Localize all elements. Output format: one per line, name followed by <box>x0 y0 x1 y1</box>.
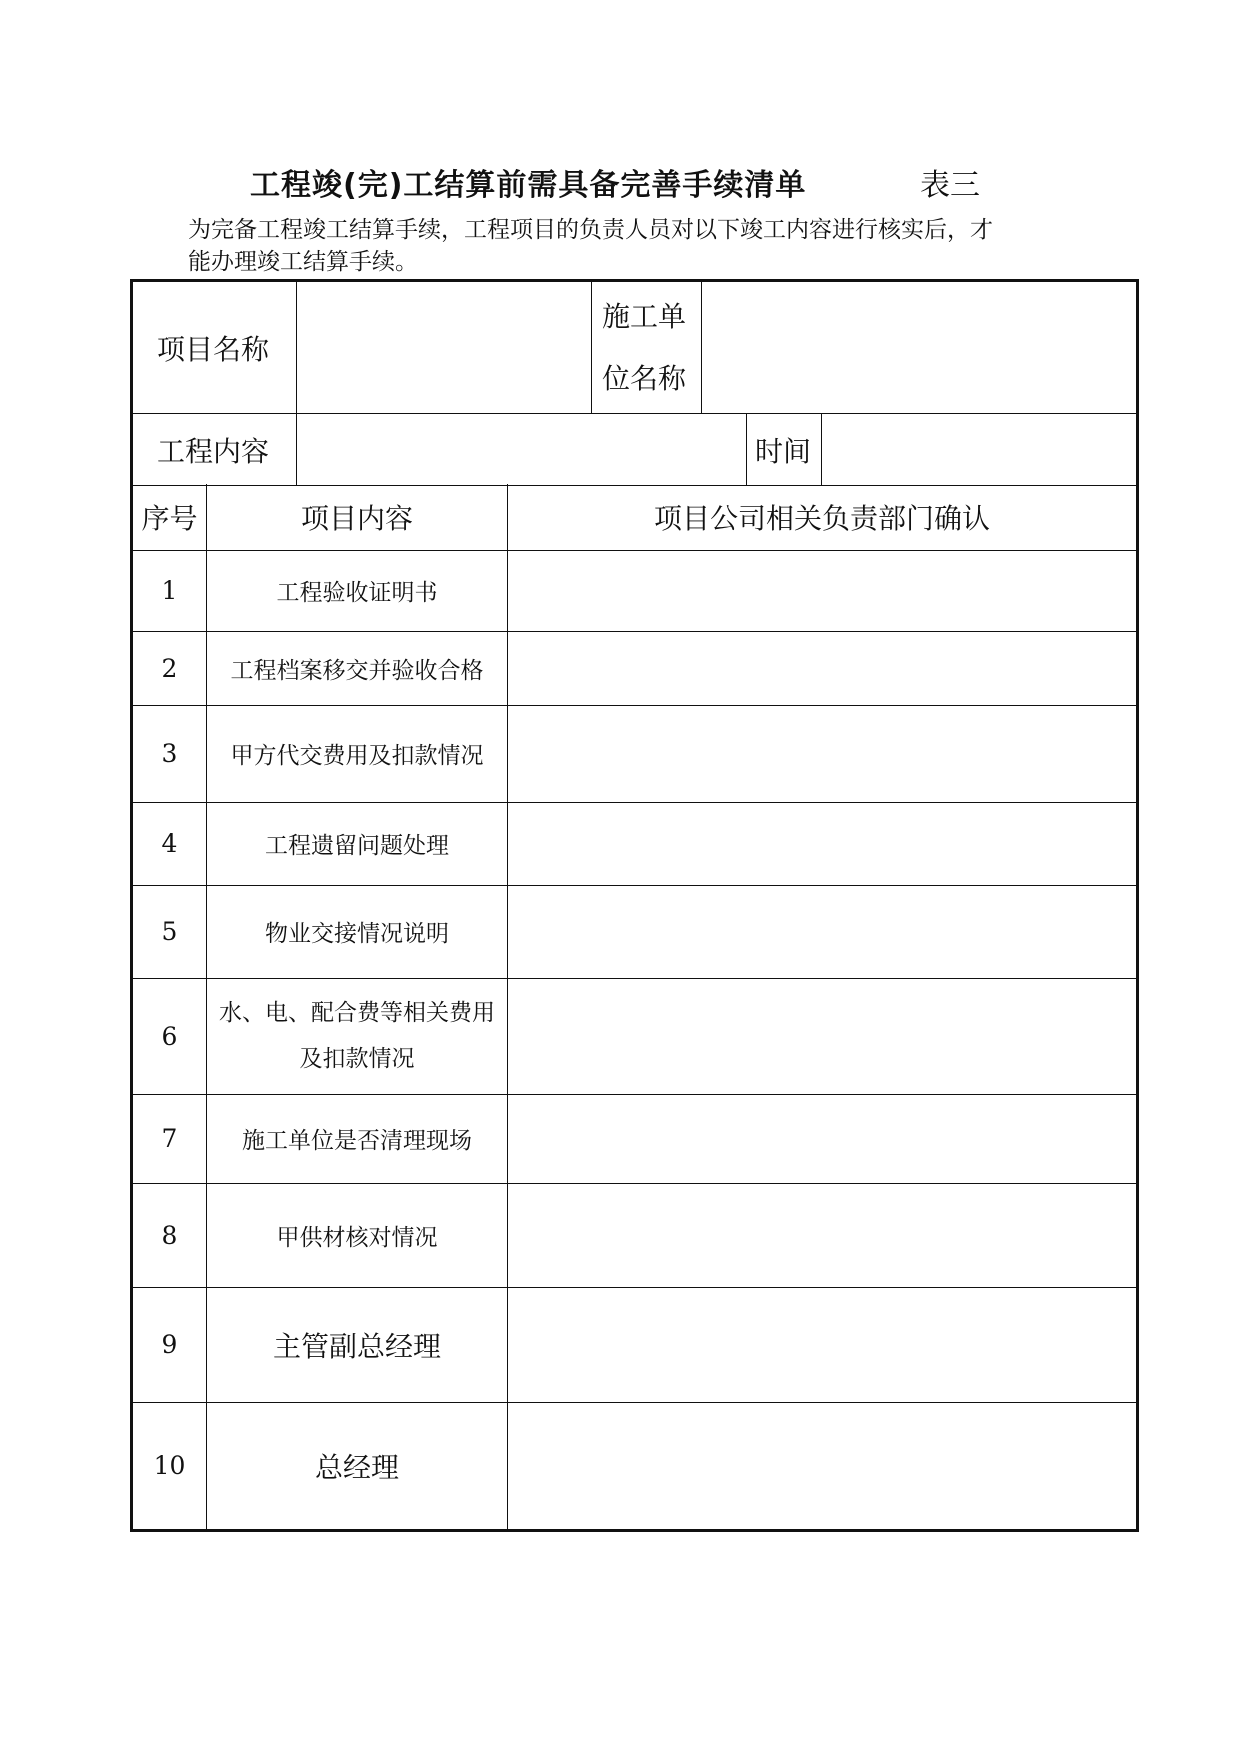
row-confirm-cell[interactable] <box>508 1287 1138 1402</box>
row-item: 总经理 <box>207 1402 508 1530</box>
project-info-table <box>130 279 1139 486</box>
intro-line-1: 为完备工程竣工结算手续，工程项目的负责人员对以下竣工内容进行核实后，才 <box>188 217 993 243</box>
row-item: 甲方代交费用及扣款情况 <box>207 705 508 802</box>
header-row <box>132 484 1138 550</box>
row-confirm-cell[interactable] <box>508 1094 1138 1183</box>
row-confirm-cell[interactable] <box>508 550 1138 631</box>
table-row <box>132 1183 1138 1287</box>
row-number: 10 <box>132 1402 207 1530</box>
table-row <box>132 978 1138 1094</box>
row-number: 5 <box>132 885 207 978</box>
document-title: 工程竣(完)工结算前需具备完善手续清单 <box>250 168 807 203</box>
table-row <box>132 1402 1138 1530</box>
header-item: 项目内容 <box>207 484 508 550</box>
table-row <box>132 1094 1138 1183</box>
row-item-line-1: 水、电、配合费等相关费用 <box>219 1000 495 1026</box>
row-item <box>207 978 508 1094</box>
table-row <box>132 631 1138 705</box>
table-row <box>132 885 1138 978</box>
row-confirm-cell[interactable] <box>508 1183 1138 1287</box>
contractor-label <box>592 281 702 414</box>
table-row <box>132 802 1138 885</box>
row-confirm-cell[interactable] <box>508 885 1138 978</box>
row-confirm-cell[interactable] <box>508 1402 1138 1530</box>
row-item: 甲供材核对情况 <box>207 1183 508 1287</box>
row-item: 主管副总经理 <box>207 1287 508 1402</box>
content-field[interactable] <box>297 414 747 486</box>
contractor-label-line-2: 位名称 <box>602 361 687 395</box>
row-confirm-cell[interactable] <box>508 978 1138 1094</box>
contractor-field[interactable] <box>702 281 1138 414</box>
row-number: 4 <box>132 802 207 885</box>
row-item-line-2: 及扣款情况 <box>299 1046 415 1072</box>
time-label: 时间 <box>747 414 822 486</box>
row-number: 8 <box>132 1183 207 1287</box>
header-no: 序号 <box>132 484 207 550</box>
checklist-table <box>130 484 1139 1532</box>
row-confirm-cell[interactable] <box>508 802 1138 885</box>
table-row <box>132 550 1138 631</box>
intro-text <box>188 214 1068 278</box>
row-number: 9 <box>132 1287 207 1402</box>
project-name-label: 项目名称 <box>132 281 297 414</box>
row-number: 2 <box>132 631 207 705</box>
intro-line-2: 能办理竣工结算手续。 <box>188 249 418 275</box>
table-row <box>132 1287 1138 1402</box>
row-number: 7 <box>132 1094 207 1183</box>
row-item: 工程验收证明书 <box>207 550 508 631</box>
header-confirm: 项目公司相关负责部门确认 <box>508 484 1138 550</box>
row-item: 物业交接情况说明 <box>207 885 508 978</box>
content-label: 工程内容 <box>132 414 297 486</box>
row-item: 工程档案移交并验收合格 <box>207 631 508 705</box>
time-field[interactable] <box>822 414 1138 486</box>
row-number: 1 <box>132 550 207 631</box>
row-number: 6 <box>132 978 207 1094</box>
contractor-label-line-1: 施工单 <box>602 299 687 333</box>
row-confirm-cell[interactable] <box>508 705 1138 802</box>
row-item: 施工单位是否清理现场 <box>207 1094 508 1183</box>
row-number: 3 <box>132 705 207 802</box>
table-row <box>132 705 1138 802</box>
table-number: 表三 <box>920 168 980 203</box>
project-name-field[interactable] <box>297 281 592 414</box>
row-confirm-cell[interactable] <box>508 631 1138 705</box>
row-item: 工程遗留问题处理 <box>207 802 508 885</box>
